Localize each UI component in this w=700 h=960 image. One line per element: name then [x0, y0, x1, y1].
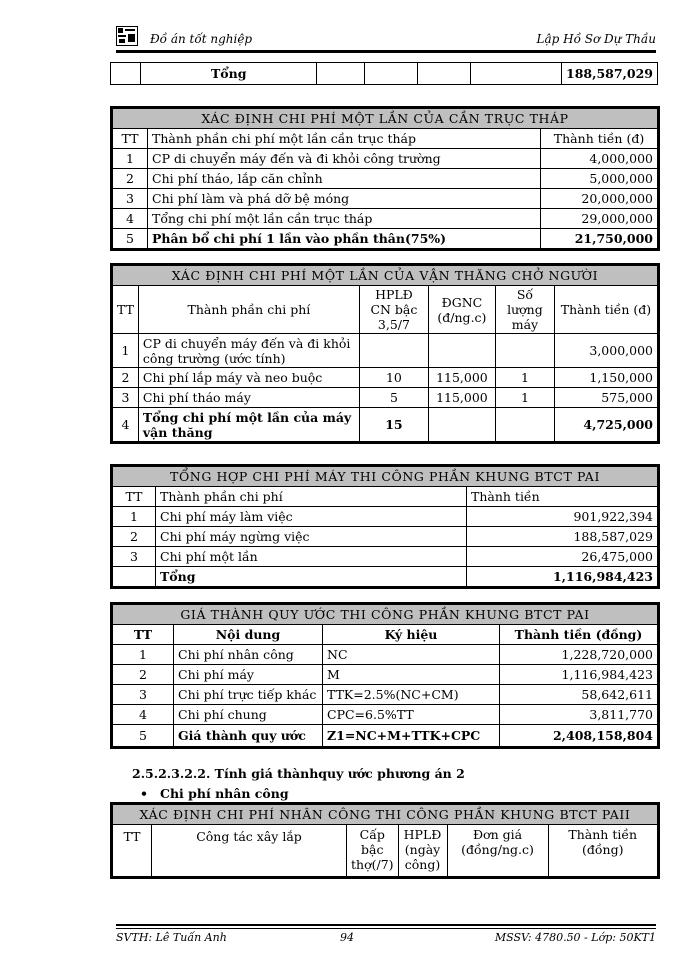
cost-estimate-table — [112, 604, 658, 747]
hoist-col-qty: Số lượng máy — [495, 286, 554, 334]
table-row — [113, 507, 658, 527]
hoist-cell: 10 — [359, 368, 428, 388]
header-rule — [116, 50, 656, 53]
footer-student-id: MSSV: 4780.50 - Lớp: 50KT1 — [494, 931, 656, 944]
hoist-cell: Tổng chi phí một lần của máy vận thăng — [138, 408, 359, 442]
hoist-cell: 115,000 — [428, 368, 495, 388]
machine-summary-title: TỔNG HỢP CHI PHÍ MÁY THI CÔNG PHẦN KHUNG BTCT PAI — [113, 467, 658, 487]
cost-cell: 2 — [113, 665, 174, 685]
table-row — [113, 408, 658, 442]
machine-cell: Tổng — [156, 567, 467, 587]
cost-cell: 5 — [113, 725, 174, 747]
hoist-col-amount: Thành tiền (đ) — [554, 286, 657, 334]
cost-col-symbol: Ký hiệu — [323, 625, 500, 645]
crane-col-amount: Thành tiền (đ) — [541, 129, 658, 149]
machine-cell: Chi phí máy làm việc — [156, 507, 467, 527]
machine-cell — [113, 567, 156, 587]
table-row — [113, 368, 658, 388]
crane-cell: 29,000,000 — [541, 209, 658, 229]
labor-col-grade: Cấp bậc thợ(/7) — [347, 825, 399, 877]
table-row — [113, 334, 658, 368]
machine-col-item: Thành phần chi phí — [156, 487, 467, 507]
crane-cell: CP di chuyển máy đến và đi khỏi công trường — [148, 149, 541, 169]
footer-author: SVTH: Lê Tuấn Anh — [116, 931, 227, 944]
section-heading: 2.5.2.3.2.2. Tính giá thànhquy ước phương án 2 — [132, 766, 465, 781]
machine-cell: 2 — [113, 527, 156, 547]
cost-cell: 1,116,984,423 — [500, 665, 658, 685]
cost-cell: Chi phí chung — [174, 705, 323, 725]
hoist-cell: Chi phí lắp máy và neo buộc — [138, 368, 359, 388]
table-row — [113, 645, 658, 665]
crane-cell: 2 — [113, 169, 148, 189]
cost-cell: 1 — [113, 645, 174, 665]
table-row — [113, 567, 658, 587]
cost-col-content: Nội dung — [174, 625, 323, 645]
machine-cell: Chi phí máy ngừng việc — [156, 527, 467, 547]
machine-cell: 901,922,394 — [467, 507, 658, 527]
header-left-text: Đồ án tốt nghiệp — [150, 32, 253, 46]
crane-cell: 3 — [113, 189, 148, 209]
hoist-cell: 115,000 — [428, 388, 495, 408]
page-header — [116, 30, 656, 50]
cost-cell: 3,811,770 — [500, 705, 658, 725]
hoist-cell — [428, 408, 495, 442]
footer-page-number: 94 — [340, 931, 354, 944]
cost-cell: CPC=6.5%TT — [323, 705, 500, 725]
labor-col-amount: Thành tiền (đồng) — [548, 825, 657, 877]
crane-cell: 4 — [113, 209, 148, 229]
table-row — [113, 527, 658, 547]
hoist-cell — [495, 334, 554, 368]
cost-cell: NC — [323, 645, 500, 665]
table-row — [113, 547, 658, 567]
hoist-cell: 5 — [359, 388, 428, 408]
footer-rule-thin — [116, 928, 656, 929]
crane-cell: 5,000,000 — [541, 169, 658, 189]
table-row — [113, 149, 658, 169]
machine-cell: Chi phí một lần — [156, 547, 467, 567]
crane-cell: 4,000,000 — [541, 149, 658, 169]
hoist-cell: 1 — [495, 368, 554, 388]
hoist-cell: 3,000,000 — [554, 334, 657, 368]
top-total-table — [110, 62, 658, 85]
cost-col-tt: TT — [113, 625, 174, 645]
table-row — [113, 705, 658, 725]
crane-cell: Phân bổ chi phí 1 lần vào phần thân(75%) — [148, 229, 541, 249]
crane-cell: Chi phí tháo, lắp căn chỉnh — [148, 169, 541, 189]
hoist-cell: 575,000 — [554, 388, 657, 408]
crane-cell: 21,750,000 — [541, 229, 658, 249]
cost-cell: TTK=2.5%(NC+CM) — [323, 685, 500, 705]
hoist-cell: CP di chuyển máy đến và đi khỏi công trường (ước tính) — [138, 334, 359, 368]
machine-summary-table — [112, 466, 658, 587]
hoist-cell: 1 — [495, 388, 554, 408]
hoist-cell: 1,150,000 — [554, 368, 657, 388]
crane-cost-table — [112, 108, 658, 249]
hoist-cell — [359, 334, 428, 368]
hoist-cell — [495, 408, 554, 442]
labor-cost-table — [112, 804, 658, 877]
cost-cell: Chi phí trực tiếp khác — [174, 685, 323, 705]
crane-col-tt: TT — [113, 129, 148, 149]
hoist-cell: 4,725,000 — [554, 408, 657, 442]
machine-col-tt: TT — [113, 487, 156, 507]
footer-rule — [116, 924, 656, 926]
cost-cell: Chi phí máy — [174, 665, 323, 685]
bullet-text: Chi phí nhân công — [160, 786, 289, 801]
bullet-item — [140, 786, 289, 801]
cost-cell: 3 — [113, 685, 174, 705]
labor-col-hpld: HPLĐ (ngày công) — [398, 825, 447, 877]
machine-cell: 1,116,984,423 — [467, 567, 658, 587]
crane-col-item: Thành phần chi phí một lần cần trục tháp — [148, 129, 541, 149]
machine-cell: 26,475,000 — [467, 547, 658, 567]
hoist-cell: 2 — [113, 368, 139, 388]
machine-cell: 3 — [113, 547, 156, 567]
cost-cell: 4 — [113, 705, 174, 725]
top-total-label: Tổng — [141, 63, 317, 85]
table-row — [113, 229, 658, 249]
machine-col-amount: Thành tiền — [467, 487, 658, 507]
hoist-col-tt: TT — [113, 286, 139, 334]
cost-cell: 1,228,720,000 — [500, 645, 658, 665]
cost-cell: Z1=NC+M+TTK+CPC — [323, 725, 500, 747]
cost-cell: 2,408,158,804 — [500, 725, 658, 747]
table-row — [113, 189, 658, 209]
header-right-text: Lập Hồ Sơ Dự Thầu — [536, 32, 656, 46]
cost-cell: Giá thành quy ước — [174, 725, 323, 747]
table-row — [113, 169, 658, 189]
hoist-table-title: XÁC ĐỊNH CHI PHÍ MỘT LẦN CỦA VẬN THĂNG CHỞ NGƯỜI — [113, 266, 658, 286]
crane-cell: Tổng chi phí một lần cần trục tháp — [148, 209, 541, 229]
hoist-cell — [428, 334, 495, 368]
labor-table-title: XÁC ĐỊNH CHI PHÍ NHÂN CÔNG THI CÔNG PHẦN KHUNG BTCT PAII — [113, 805, 658, 825]
table-row — [113, 725, 658, 747]
machine-cell: 1 — [113, 507, 156, 527]
hoist-col-dgnc: ĐGNC (đ/ng.c) — [428, 286, 495, 334]
hoist-cell: 3 — [113, 388, 139, 408]
crane-table-title: XÁC ĐỊNH CHI PHÍ MỘT LẦN CỦA CẦN TRỤC THÁP — [113, 109, 658, 129]
cost-col-amount: Thành tiền (đồng) — [500, 625, 658, 645]
logo-icon — [116, 26, 138, 46]
hoist-cell: 4 — [113, 408, 139, 442]
hoist-cell: 15 — [359, 408, 428, 442]
table-row — [113, 685, 658, 705]
table-row — [113, 665, 658, 685]
labor-col-work: Công tác xây lắp — [152, 825, 347, 877]
table-row — [113, 388, 658, 408]
hoist-cell: 1 — [113, 334, 139, 368]
cost-cell: 58,642,611 — [500, 685, 658, 705]
table-row — [113, 209, 658, 229]
crane-cell: Chi phí làm và phá dỡ bệ móng — [148, 189, 541, 209]
labor-col-tt: TT — [113, 825, 152, 877]
hoist-cost-table — [112, 265, 658, 442]
top-total-value: 188,587,029 — [562, 63, 658, 85]
hoist-col-hpld: HPLĐ CN bậc 3,5/7 — [359, 286, 428, 334]
cost-cell: M — [323, 665, 500, 685]
crane-cell: 1 — [113, 149, 148, 169]
crane-cell: 20,000,000 — [541, 189, 658, 209]
cost-table-title: GIÁ THÀNH QUY ƯỚC THI CÔNG PHẦN KHUNG BTCT PAI — [113, 605, 658, 625]
cost-cell: Chi phí nhân công — [174, 645, 323, 665]
machine-cell: 188,587,029 — [467, 527, 658, 547]
bullet-icon: • — [140, 786, 148, 801]
hoist-cell: Chi phí tháo máy — [138, 388, 359, 408]
crane-cell: 5 — [113, 229, 148, 249]
labor-col-unitprice: Đơn giá (đồng/ng.c) — [447, 825, 548, 877]
hoist-col-item: Thành phần chi phí — [138, 286, 359, 334]
